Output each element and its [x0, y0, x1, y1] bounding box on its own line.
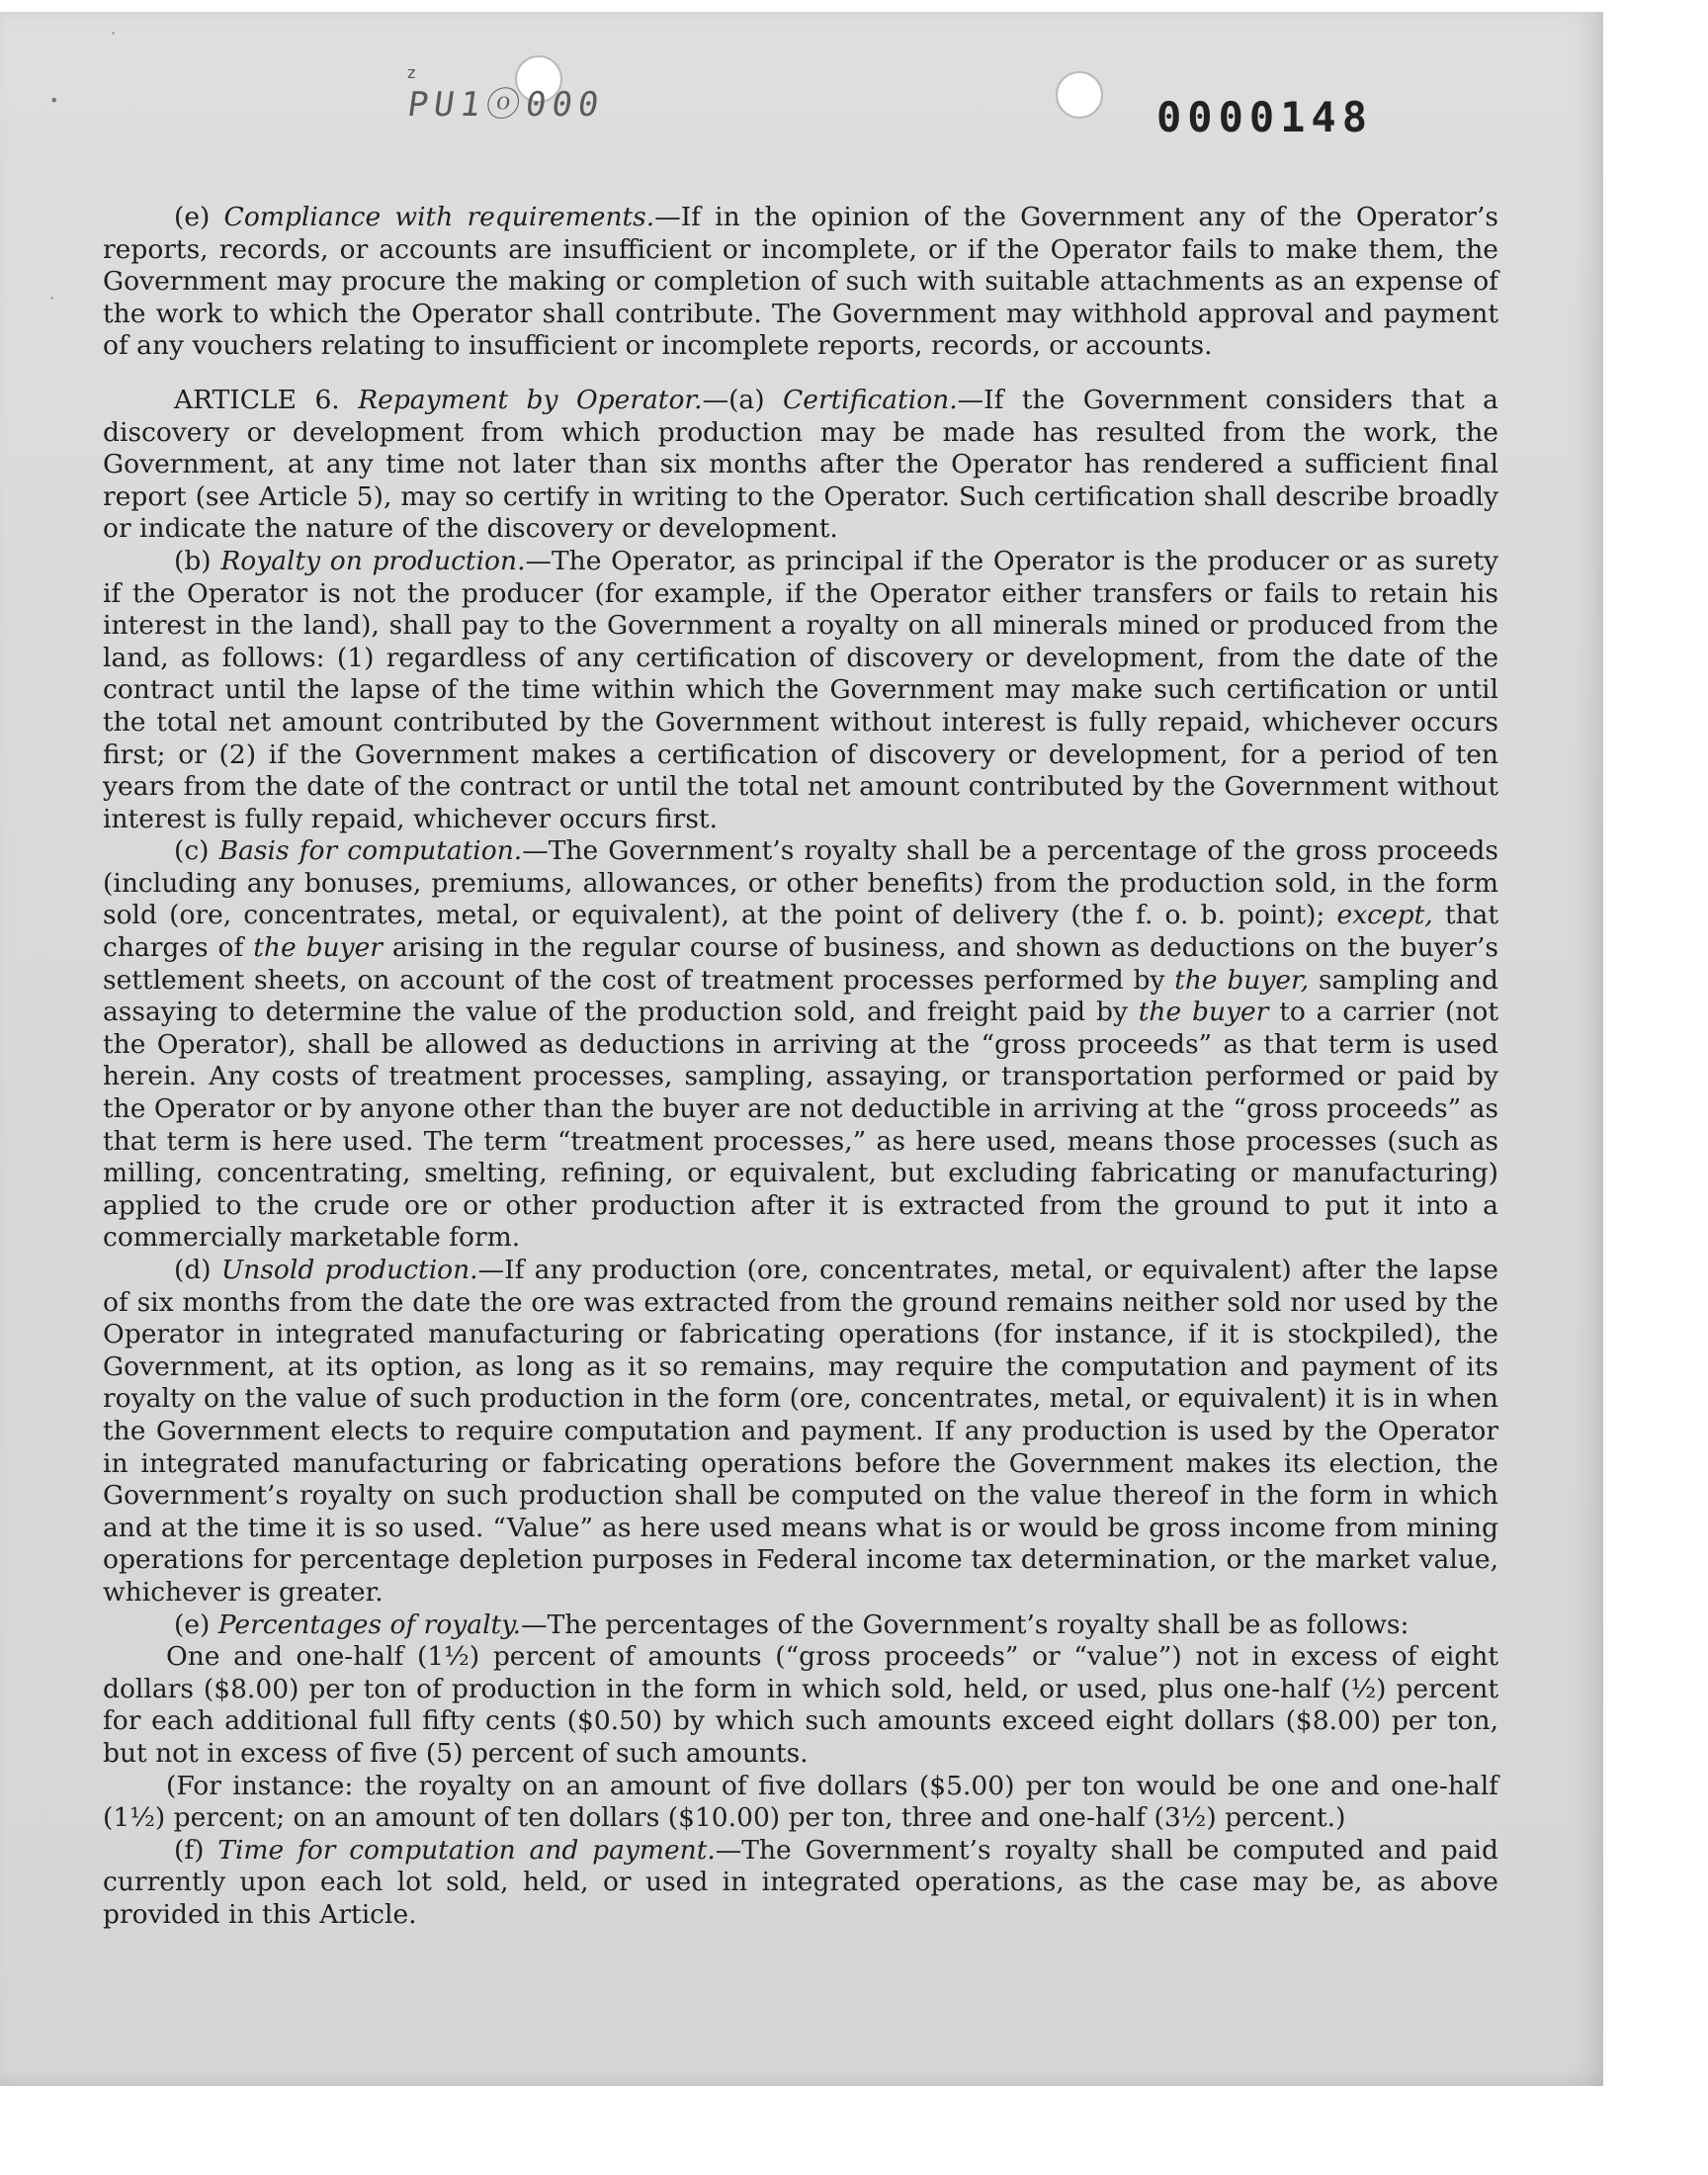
paragraph-heading: Unsold production.: [220, 1255, 478, 1285]
paragraph-percentages-detail: One and one-half (1½) percent of amounts (“gross proceeds” or “value”) not in excess of eight dollars ($8.00) per ton of production in the form in which sold, held, or used, plus one-half (½) percent for each additional full fifty cents ($0.50) by which such amounts exceed eight dollars ($8.00) per ton, but not in excess of five (5) percent of such amounts.: [103, 1641, 1498, 1769]
paragraph-heading: Royalty on production.: [220, 545, 526, 576]
scan-speck: ·: [111, 24, 117, 43]
paragraph-heading: Percentages of royalty.: [217, 1609, 522, 1640]
paragraph-royalty: (b) Royalty on production.—The Operator, as principal if the Operator is the producer or as surety if the Operator is not the producer (for example, if the Operator either transfers or fails to retain his interest in the land), shall pay to the Government a royalty on all minerals mined or produced from the land, as follows: (1) regardless of any certification of discovery or development, from the date of the contract until the lapse of the time within which the Government may make such certification or until the total net amount contributed by the Government without interest is fully repaid, whichever occurs first; or (2) if the Government makes a certification of discovery or development, for a period of ten years from the date of the contract or until the total net amount contributed by the Government without interest is fully repaid, whichever occurs first.: [103, 545, 1498, 834]
paragraph-heading: Time for computation and payment.: [217, 1834, 716, 1866]
document-stamp-left: PU1ⓞ000: [404, 85, 608, 125]
scan-speck: •: [49, 91, 59, 110]
punch-hole: [1056, 71, 1103, 119]
paragraph-heading: Repayment by Operator.: [358, 384, 703, 415]
stamp-mark: z: [407, 63, 416, 82]
document-number-stamp: 0000148: [1156, 93, 1374, 141]
document-body: [103, 202, 1498, 1931]
scan-speck: ·: [49, 289, 55, 307]
paragraph-compliance: (e) Compliance with requirements.—If in the opinion of the Government any of the Operator’s reports, records, or accounts are insufficient or incomplete, or if the Operator fails to make them, the Government may procure the making or completion of such with suitable attachments as an expense of the work to which the Operator shall contribute. The Government may withhold approval and payment of any vouchers relating to insufficient or incomplete reports, records, or accounts.: [103, 202, 1498, 362]
document-page: [0, 12, 1603, 2086]
paragraph-example: (For instance: the royalty on an amount of five dollars ($5.00) per ton would be one and one-half (1½) percent; on an amount of ten dollars ($10.00) per ton, three and one-half (3½) percent.): [103, 1770, 1498, 1834]
paragraph-unsold: (d) Unsold production.—If any production (ore, concentrates, metal, or equivalent) after the lapse of six months from the date the ore was extracted from the ground remains neither sold nor used by the Operator in integrated manufacturing or fabricating operations (for instance, if it is stockpiled), the Government, at its option, as long as it so remains, may require the computation and payment of its royalty on the value of such production in the form (ore, concentrates, metal, or equivalent) it is in when the Government elects to require computation and payment. If any production is used by the Operator in integrated manufacturing or fabricating operations before the Government makes its election, the Government’s royalty on such production shall be computed on the value thereof in the form in which and at the time it is so used. “Value” as here used means what is or would be gross income from mining operations for percentage depletion purposes in Federal income tax determination, or the market value, whichever is greater.: [103, 1255, 1498, 1608]
paragraph-basis: (c) Basis for computation.—The Government’s royalty shall be a percentage of the gross proceeds (including any bonuses, premiums, allowances, or other benefits) from the production sold, in the form sold (ore, concentrates, metal, or equivalent), at the point of delivery (the f. o. b. point); except, that charges of the buyer arising in the regular course of business, and shown as deductions on the buyer’s settlement sheets, on account of the cost of treatment processes performed by the buyer, sampling and assaying to determine the value of the production sold, and freight paid by the buyer to a carrier (not the Operator), shall be allowed as deductions in arriving at the “gross proceeds” as that term is used herein. Any costs of treatment processes, sampling, assaying, or transportation performed or paid by the Operator or by anyone other than the buyer are not deductible in arriving at the “gross proceeds” as that term is here used. The term “treatment processes,” as here used, means those processes (such as milling, concentrating, smelting, refining, or equivalent, but excluding fabricating or manufacturing) applied to the crude ore or other production after it is extracted from the ground to put it into a commercially marketable form.: [103, 835, 1499, 1254]
paragraph-article-6: ARTICLE 6. Repayment by Operator.—(a) Certification.—If the Government considers that a discovery or development from which production may be made has resulted from the work, the Government, at any time not later than six months after the Operator has rendered a sufficient final report (see Article 5), may so certify in writing to the Operator. Such certification shall describe broadly or indicate the nature of the discovery or development.: [103, 384, 1498, 545]
paragraph-heading: Compliance with requirements.: [223, 202, 655, 232]
paragraph-subheading: Certification.: [783, 384, 958, 415]
paragraph-percentages: (e) Percentages of royalty.—The percentages of the Government’s royalty shall be as follows:: [174, 1609, 1409, 1640]
paragraph-heading: Basis for computation.: [218, 835, 523, 867]
paragraph-timing: (f) Time for computation and payment.—The Government’s royalty shall be computed and paid currently upon each lot sold, held, or used in integrated operations, as the case may be, as above provided in this Article.: [103, 1834, 1498, 1930]
article-heading: ARTICLE 6.: [174, 384, 359, 415]
